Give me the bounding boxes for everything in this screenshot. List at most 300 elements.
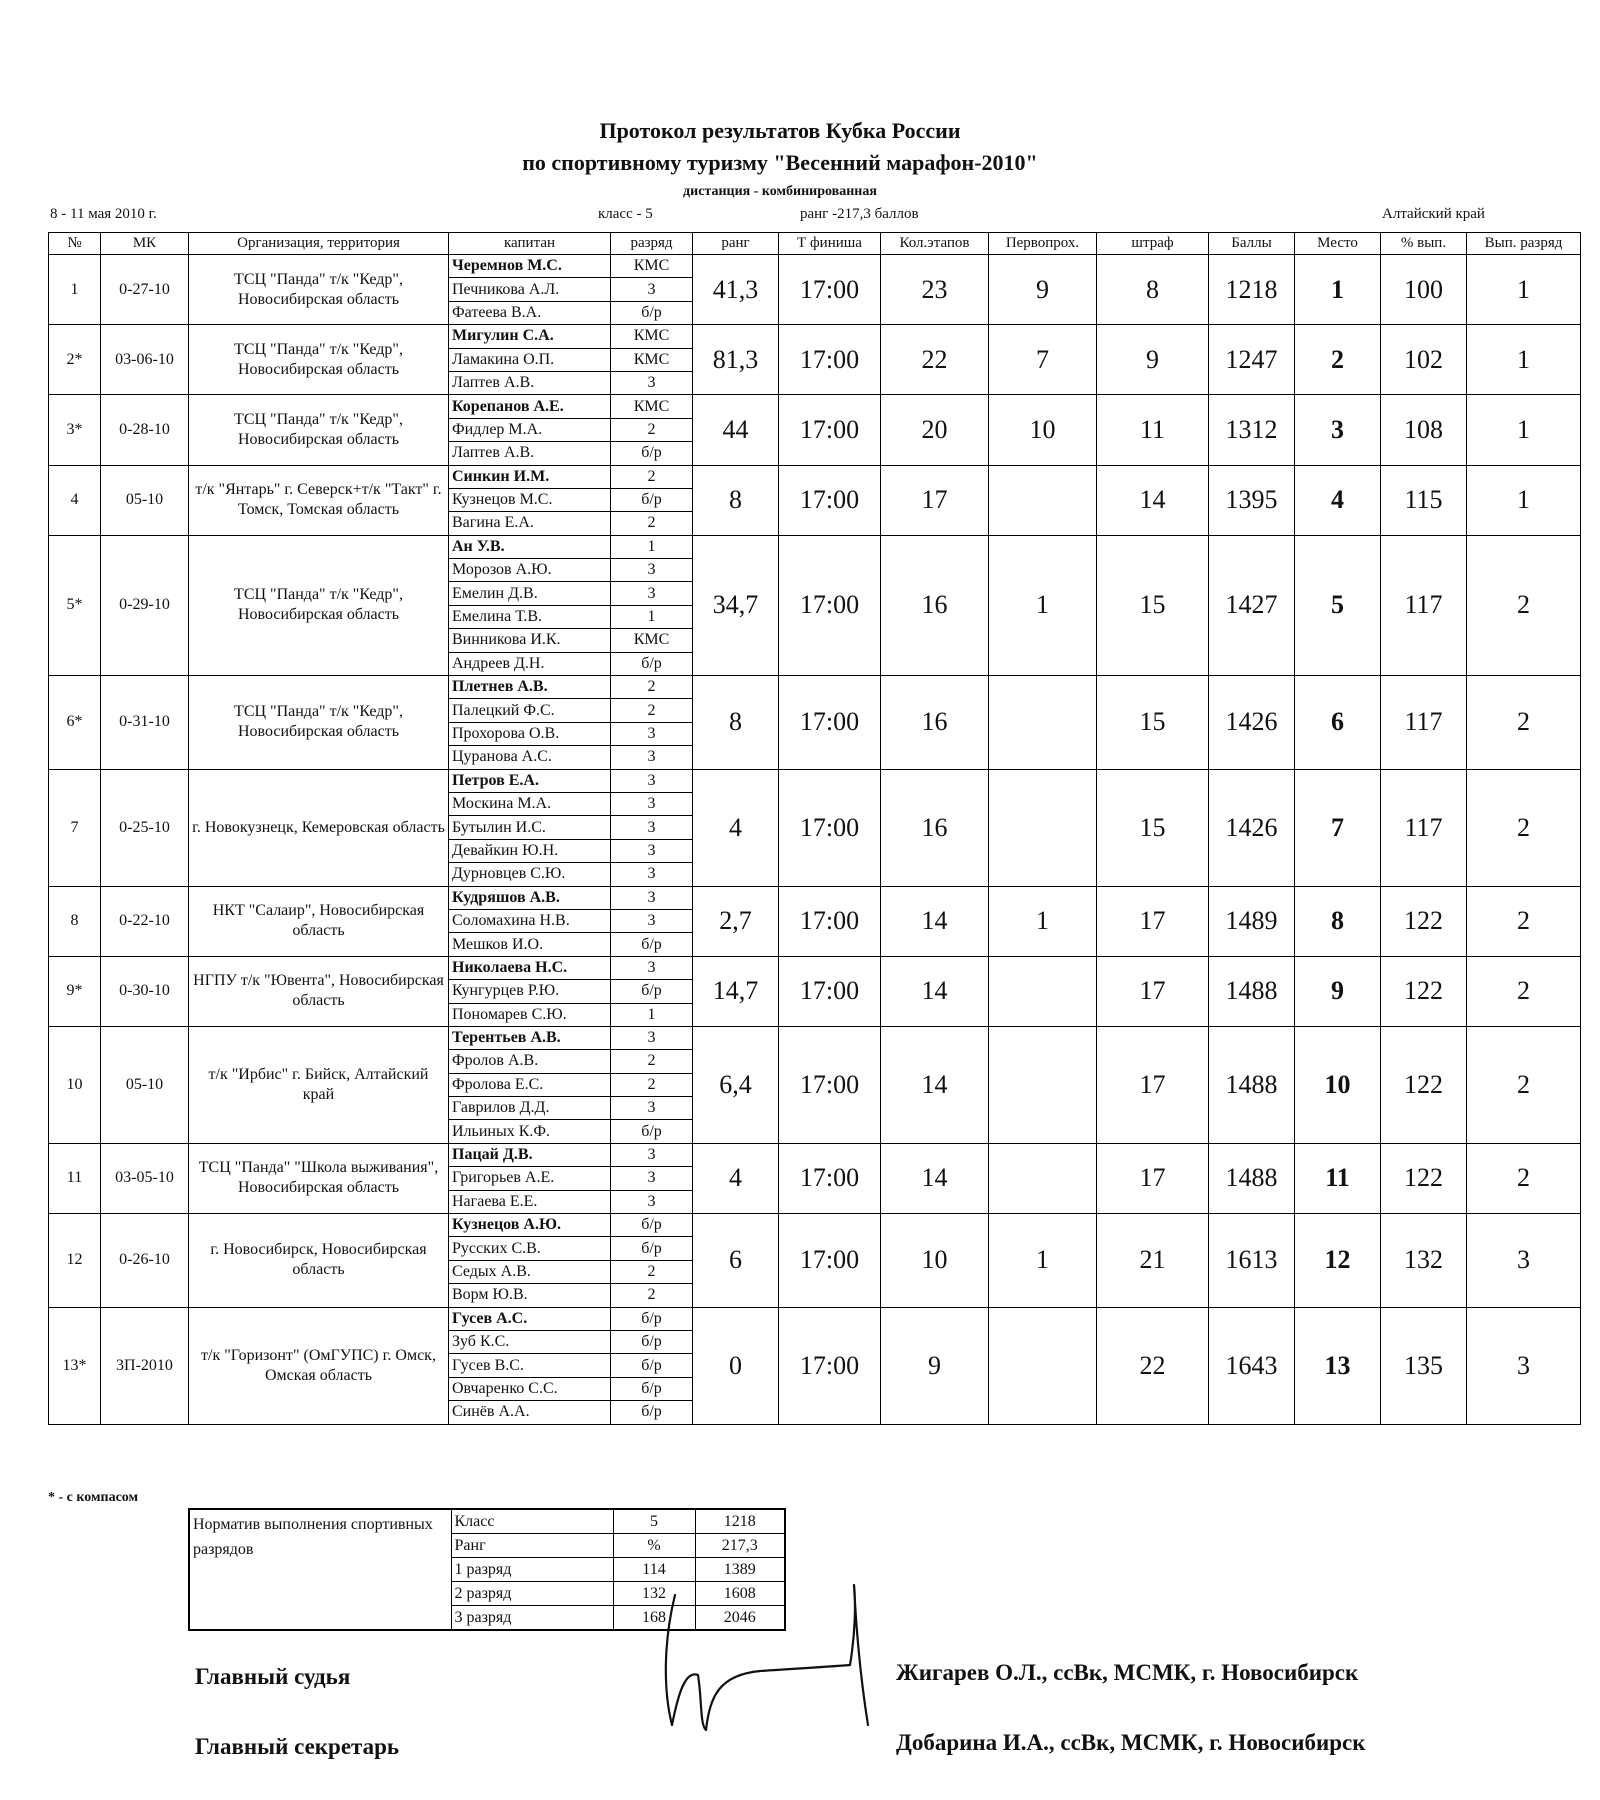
member-grade: б/р: [611, 980, 693, 1003]
member-name: Ламакина О.П.: [449, 348, 611, 371]
team-points: 1426: [1209, 676, 1295, 770]
member-grade: б/р: [611, 933, 693, 956]
team-penalty: 9: [1097, 325, 1209, 395]
team-place: 5: [1295, 535, 1381, 675]
event-region: Алтайский край: [1382, 206, 1485, 222]
team-first-pass: 10: [989, 395, 1097, 465]
member-name: Палецкий Ф.С.: [449, 699, 611, 722]
member-grade: б/р: [611, 1120, 693, 1143]
member-name: Кузнецов М.С.: [449, 488, 611, 511]
team-number: 8: [49, 886, 101, 956]
member-name: Андреев Д.Н.: [449, 652, 611, 675]
column-header: Баллы: [1209, 233, 1295, 255]
captain-name: Кудряшов А.В.: [449, 886, 611, 909]
member-grade: 3: [611, 792, 693, 815]
team-organization: ТСЦ "Панда" т/к "Кедр", Новосибирская область: [189, 395, 449, 465]
team-finish-time: 17:00: [779, 1026, 881, 1143]
team-row: [49, 325, 1581, 348]
team-first-pass: [989, 465, 1097, 535]
team-row: [49, 535, 1581, 558]
norm-row-percent: 5: [613, 1509, 695, 1534]
team-penalty: 8: [1097, 255, 1209, 325]
team-organization: т/к "Ирбис" г. Бийск, Алтайский край: [189, 1026, 449, 1143]
team-organization: НГПУ т/к "Ювента", Новосибирская область: [189, 956, 449, 1026]
member-grade: 3: [611, 582, 693, 605]
member-grade: б/р: [611, 1330, 693, 1353]
team-number: 3*: [49, 395, 101, 465]
column-header: Вып. разряд: [1467, 233, 1581, 255]
member-grade: б/р: [611, 1377, 693, 1400]
team-first-pass: 9: [989, 255, 1097, 325]
team-penalty: 15: [1097, 769, 1209, 886]
column-header: капитан: [449, 233, 611, 255]
distance-subtitle: дистанция - комбинированная: [683, 184, 877, 199]
team-organization: ТСЦ "Панда" т/к "Кедр", Новосибирская область: [189, 676, 449, 770]
member-grade: 3: [611, 722, 693, 745]
member-grade: 3: [611, 909, 693, 932]
norm-row-points: 1389: [695, 1558, 785, 1582]
member-grade: б/р: [611, 488, 693, 511]
team-first-pass: [989, 1307, 1097, 1424]
member-name: Русских С.В.: [449, 1237, 611, 1260]
handwritten-signature: [650, 1575, 910, 1745]
member-grade: 3: [611, 746, 693, 769]
team-place: 4: [1295, 465, 1381, 535]
norm-row-percent: %: [613, 1534, 695, 1558]
team-first-pass: 1: [989, 886, 1097, 956]
team-percent: 102: [1381, 325, 1467, 395]
event-rang: ранг -217,3 баллов: [800, 206, 919, 222]
member-grade: б/р: [611, 652, 693, 675]
member-name: Вагина Е.А.: [449, 512, 611, 535]
team-stages: 20: [881, 395, 989, 465]
team-rang: 44: [693, 395, 779, 465]
member-grade: 3: [611, 371, 693, 394]
member-name: Москина М.А.: [449, 792, 611, 815]
norm-row-name: 2 разряд: [451, 1582, 613, 1606]
team-stages: 14: [881, 886, 989, 956]
member-name: Емелина Т.В.: [449, 605, 611, 628]
team-number: 2*: [49, 325, 101, 395]
team-row: [49, 465, 1581, 488]
team-organization: ТСЦ "Панда" "Школа выживания", Новосибирская область: [189, 1143, 449, 1213]
captain-name: Кузнецов А.Ю.: [449, 1214, 611, 1237]
member-name: Седых А.В.: [449, 1260, 611, 1283]
column-header: Т финиша: [779, 233, 881, 255]
team-points: 1488: [1209, 1143, 1295, 1213]
member-grade: 3: [611, 559, 693, 582]
team-stages: 10: [881, 1214, 989, 1308]
team-rang: 4: [693, 769, 779, 886]
team-grade-achieved: 2: [1467, 1143, 1581, 1213]
norm-row-name: Ранг: [451, 1534, 613, 1558]
team-points: 1488: [1209, 1026, 1295, 1143]
team-mk: 0-30-10: [101, 956, 189, 1026]
team-first-pass: [989, 769, 1097, 886]
norm-row-percent: 168: [613, 1606, 695, 1631]
team-percent: 117: [1381, 535, 1467, 675]
team-stages: 16: [881, 535, 989, 675]
captain-name: Плетнев А.В.: [449, 676, 611, 699]
team-mk: 05-10: [101, 465, 189, 535]
chief-secretary-role: Главный секретарь: [195, 1734, 400, 1759]
team-penalty: 17: [1097, 956, 1209, 1026]
member-grade: 2: [611, 676, 693, 699]
member-name: Ильиных К.Ф.: [449, 1120, 611, 1143]
member-grade: 2: [611, 418, 693, 441]
team-grade-achieved: 3: [1467, 1307, 1581, 1424]
captain-name: Терентьев А.В.: [449, 1026, 611, 1049]
team-finish-time: 17:00: [779, 255, 881, 325]
team-first-pass: [989, 1143, 1097, 1213]
team-rang: 6: [693, 1214, 779, 1308]
team-grade-achieved: 2: [1467, 956, 1581, 1026]
member-grade: 2: [611, 1284, 693, 1307]
team-points: 1427: [1209, 535, 1295, 675]
member-name: Овчаренко С.С.: [449, 1377, 611, 1400]
team-first-pass: [989, 956, 1097, 1026]
team-organization: ТСЦ "Панда" т/к "Кедр", Новосибирская область: [189, 255, 449, 325]
team-rang: 2,7: [693, 886, 779, 956]
event-date: 8 - 11 мая 2010 г.: [50, 206, 157, 222]
team-row: [49, 395, 1581, 418]
team-percent: 122: [1381, 956, 1467, 1026]
team-grade-achieved: 2: [1467, 886, 1581, 956]
member-grade: 3: [611, 769, 693, 792]
member-grade: 1: [611, 605, 693, 628]
team-mk: 0-26-10: [101, 1214, 189, 1308]
protocol-title-line2: по спортивному туризму "Весенний марафон-2010": [522, 150, 1038, 175]
team-first-pass: 1: [989, 535, 1097, 675]
captain-name: Гусев А.С.: [449, 1307, 611, 1330]
team-rang: 14,7: [693, 956, 779, 1026]
norm-row-points: 1608: [695, 1582, 785, 1606]
team-row: [49, 769, 1581, 792]
member-grade: 3: [611, 839, 693, 862]
team-rang: 0: [693, 1307, 779, 1424]
team-mk: 0-25-10: [101, 769, 189, 886]
team-finish-time: 17:00: [779, 465, 881, 535]
event-class: класс - 5: [598, 206, 653, 222]
norm-row: [189, 1509, 785, 1534]
member-name: Нагаева Е.Е.: [449, 1190, 611, 1213]
member-name: Фатеева В.А.: [449, 301, 611, 324]
member-name: Ворм Ю.В.: [449, 1284, 611, 1307]
team-percent: 122: [1381, 1143, 1467, 1213]
team-penalty: 15: [1097, 535, 1209, 675]
team-mk: 0-22-10: [101, 886, 189, 956]
team-grade-achieved: 1: [1467, 395, 1581, 465]
team-rang: 8: [693, 676, 779, 770]
column-header: штраф: [1097, 233, 1209, 255]
member-grade: 3: [611, 956, 693, 979]
column-header: Место: [1295, 233, 1381, 255]
team-number: 6*: [49, 676, 101, 770]
team-mk: 0-27-10: [101, 255, 189, 325]
team-place: 13: [1295, 1307, 1381, 1424]
member-name: Гаврилов Д.Д.: [449, 1097, 611, 1120]
member-grade: 3: [611, 816, 693, 839]
captain-name: Синкин И.М.: [449, 465, 611, 488]
column-header: №: [49, 233, 101, 255]
captain-name: Ан У.В.: [449, 535, 611, 558]
member-grade: КМС: [611, 325, 693, 348]
team-stages: 17: [881, 465, 989, 535]
captain-name: Петров Е.А.: [449, 769, 611, 792]
chief-judge-name: Жигарев О.Л., ссВк, МСМК, г. Новосибирск: [896, 1660, 1359, 1685]
team-place: 6: [1295, 676, 1381, 770]
team-penalty: 22: [1097, 1307, 1209, 1424]
team-rang: 4: [693, 1143, 779, 1213]
member-name: Мешков И.О.: [449, 933, 611, 956]
member-grade: 3: [611, 1026, 693, 1049]
team-number: 10: [49, 1026, 101, 1143]
team-stages: 16: [881, 769, 989, 886]
member-grade: КМС: [611, 348, 693, 371]
captain-name: Пацай Д.В.: [449, 1143, 611, 1166]
team-number: 13*: [49, 1307, 101, 1424]
member-grade: 2: [611, 699, 693, 722]
team-place: 11: [1295, 1143, 1381, 1213]
member-name: Синёв А.А.: [449, 1401, 611, 1424]
team-points: 1613: [1209, 1214, 1295, 1308]
norm-row-points: 1218: [695, 1509, 785, 1534]
member-name: Цуранова А.С.: [449, 746, 611, 769]
team-first-pass: 7: [989, 325, 1097, 395]
team-rang: 34,7: [693, 535, 779, 675]
team-penalty: 15: [1097, 676, 1209, 770]
member-grade: КМС: [611, 395, 693, 418]
team-percent: 100: [1381, 255, 1467, 325]
team-rang: 81,3: [693, 325, 779, 395]
norm-row-points: 2046: [695, 1606, 785, 1631]
team-place: 2: [1295, 325, 1381, 395]
team-percent: 108: [1381, 395, 1467, 465]
norm-row-percent: 114: [613, 1558, 695, 1582]
team-grade-achieved: 2: [1467, 1026, 1581, 1143]
member-grade: 3: [611, 1097, 693, 1120]
member-name: Григорьев А.Е.: [449, 1167, 611, 1190]
team-row: [49, 956, 1581, 979]
team-rang: 41,3: [693, 255, 779, 325]
team-grade-achieved: 2: [1467, 676, 1581, 770]
team-points: 1643: [1209, 1307, 1295, 1424]
team-percent: 135: [1381, 1307, 1467, 1424]
member-name: Емелин Д.В.: [449, 582, 611, 605]
team-place: 3: [1295, 395, 1381, 465]
team-grade-achieved: 1: [1467, 325, 1581, 395]
team-finish-time: 17:00: [779, 1143, 881, 1213]
results-header-row: [49, 233, 1581, 255]
member-name: Соломахина Н.В.: [449, 909, 611, 932]
team-row: [49, 676, 1581, 699]
member-grade: 2: [611, 1073, 693, 1096]
team-finish-time: 17:00: [779, 886, 881, 956]
team-mk: 03-06-10: [101, 325, 189, 395]
team-place: 12: [1295, 1214, 1381, 1308]
team-finish-time: 17:00: [779, 769, 881, 886]
team-number: 9*: [49, 956, 101, 1026]
team-organization: г. Новосибирск, Новосибирская область: [189, 1214, 449, 1308]
protocol-title: Протокол результатов Кубка России: [599, 118, 961, 143]
member-grade: 2: [611, 1260, 693, 1283]
team-finish-time: 17:00: [779, 395, 881, 465]
member-name: Лаптев А.В.: [449, 371, 611, 394]
member-name: Пономарев С.Ю.: [449, 1003, 611, 1026]
team-first-pass: 1: [989, 1214, 1097, 1308]
team-points: 1247: [1209, 325, 1295, 395]
results-body: [49, 255, 1581, 1425]
member-grade: б/р: [611, 1307, 693, 1330]
member-grade: КМС: [611, 255, 693, 278]
member-name: Зуб К.С.: [449, 1330, 611, 1353]
column-header: разряд: [611, 233, 693, 255]
member-name: Фролов А.В.: [449, 1050, 611, 1073]
member-grade: б/р: [611, 442, 693, 465]
norm-row-name: 3 разряд: [451, 1606, 613, 1631]
member-grade: 1: [611, 535, 693, 558]
column-header: МК: [101, 233, 189, 255]
member-name: Девайкин Ю.Н.: [449, 839, 611, 862]
member-grade: 2: [611, 465, 693, 488]
team-grade-achieved: 3: [1467, 1214, 1581, 1308]
norm-label: Норматив выполнения спортивных разрядов: [189, 1509, 451, 1630]
team-organization: г. Новокузнецк, Кемеровская область: [189, 769, 449, 886]
member-name: Печникова А.Л.: [449, 278, 611, 301]
team-points: 1395: [1209, 465, 1295, 535]
captain-name: Черемнов М.С.: [449, 255, 611, 278]
member-name: Винникова И.К.: [449, 629, 611, 652]
captain-name: Мигулин С.А.: [449, 325, 611, 348]
team-stages: 9: [881, 1307, 989, 1424]
team-finish-time: 17:00: [779, 956, 881, 1026]
team-grade-achieved: 2: [1467, 769, 1581, 886]
member-name: Гусев В.С.: [449, 1354, 611, 1377]
team-percent: 117: [1381, 676, 1467, 770]
team-row: [49, 1143, 1581, 1166]
team-penalty: 17: [1097, 1026, 1209, 1143]
member-grade: 3: [611, 1167, 693, 1190]
member-grade: 3: [611, 1143, 693, 1166]
team-penalty: 14: [1097, 465, 1209, 535]
team-finish-time: 17:00: [779, 1307, 881, 1424]
team-number: 11: [49, 1143, 101, 1213]
member-grade: б/р: [611, 1237, 693, 1260]
footnote: * - с компасом: [48, 1490, 139, 1505]
team-penalty: 21: [1097, 1214, 1209, 1308]
member-name: Морозов А.Ю.: [449, 559, 611, 582]
team-points: 1488: [1209, 956, 1295, 1026]
team-first-pass: [989, 1026, 1097, 1143]
team-row: [49, 1307, 1581, 1330]
team-percent: 122: [1381, 1026, 1467, 1143]
team-first-pass: [989, 676, 1097, 770]
member-grade: 3: [611, 1190, 693, 1213]
member-name: Кунгурцев Р.Ю.: [449, 980, 611, 1003]
team-mk: 3П-2010: [101, 1307, 189, 1424]
column-header: Организация, территория: [189, 233, 449, 255]
norm-row-percent: 132: [613, 1582, 695, 1606]
column-header: Первопрох.: [989, 233, 1097, 255]
team-mk: 05-10: [101, 1026, 189, 1143]
team-mk: 0-31-10: [101, 676, 189, 770]
chief-secretary-name: Добарина И.А., ссВк, МСМК, г. Новосибирск: [896, 1730, 1366, 1755]
team-organization: т/к "Горизонт" (ОмГУПС) г. Омск, Омская область: [189, 1307, 449, 1424]
norm-row-name: Класс: [451, 1509, 613, 1534]
member-grade: б/р: [611, 1214, 693, 1237]
team-row: [49, 886, 1581, 909]
team-points: 1489: [1209, 886, 1295, 956]
team-points: 1218: [1209, 255, 1295, 325]
team-organization: ТСЦ "Панда" т/к "Кедр", Новосибирская область: [189, 535, 449, 675]
results-table: [48, 232, 1581, 1425]
team-finish-time: 17:00: [779, 1214, 881, 1308]
team-rang: 8: [693, 465, 779, 535]
member-name: Фролова Е.С.: [449, 1073, 611, 1096]
team-percent: 115: [1381, 465, 1467, 535]
member-grade: 2: [611, 1050, 693, 1073]
team-stages: 14: [881, 956, 989, 1026]
team-mk: 0-29-10: [101, 535, 189, 675]
team-percent: 117: [1381, 769, 1467, 886]
team-organization: НКТ "Салаир", Новосибирская область: [189, 886, 449, 956]
team-percent: 132: [1381, 1214, 1467, 1308]
team-number: 5*: [49, 535, 101, 675]
team-row: [49, 255, 1581, 278]
team-place: 7: [1295, 769, 1381, 886]
team-stages: 14: [881, 1143, 989, 1213]
norm-row-name: 1 разряд: [451, 1558, 613, 1582]
team-number: 1: [49, 255, 101, 325]
team-points: 1426: [1209, 769, 1295, 886]
team-place: 10: [1295, 1026, 1381, 1143]
team-place: 8: [1295, 886, 1381, 956]
team-finish-time: 17:00: [779, 676, 881, 770]
team-stages: 22: [881, 325, 989, 395]
team-row: [49, 1214, 1581, 1237]
team-place: 9: [1295, 956, 1381, 1026]
captain-name: Николаева Н.С.: [449, 956, 611, 979]
member-name: Прохорова О.В.: [449, 722, 611, 745]
member-grade: 3: [611, 863, 693, 886]
team-penalty: 17: [1097, 1143, 1209, 1213]
member-name: Бутылин И.С.: [449, 816, 611, 839]
captain-name: Корепанов А.Е.: [449, 395, 611, 418]
team-points: 1312: [1209, 395, 1295, 465]
team-organization: ТСЦ "Панда" т/к "Кедр", Новосибирская область: [189, 325, 449, 395]
team-percent: 122: [1381, 886, 1467, 956]
team-penalty: 11: [1097, 395, 1209, 465]
team-grade-achieved: 1: [1467, 255, 1581, 325]
team-row: [49, 1026, 1581, 1049]
team-grade-achieved: 1: [1467, 465, 1581, 535]
team-finish-time: 17:00: [779, 535, 881, 675]
team-grade-achieved: 2: [1467, 535, 1581, 675]
team-number: 7: [49, 769, 101, 886]
team-finish-time: 17:00: [779, 325, 881, 395]
team-mk: 03-05-10: [101, 1143, 189, 1213]
member-grade: 3: [611, 278, 693, 301]
team-mk: 0-28-10: [101, 395, 189, 465]
member-name: Фидлер М.А.: [449, 418, 611, 441]
team-stages: 14: [881, 1026, 989, 1143]
team-place: 1: [1295, 255, 1381, 325]
team-number: 4: [49, 465, 101, 535]
member-grade: б/р: [611, 1401, 693, 1424]
team-rang: 6,4: [693, 1026, 779, 1143]
team-organization: т/к "Янтарь" г. Северск+т/к "Такт" г. Томск, Томская область: [189, 465, 449, 535]
member-grade: КМС: [611, 629, 693, 652]
